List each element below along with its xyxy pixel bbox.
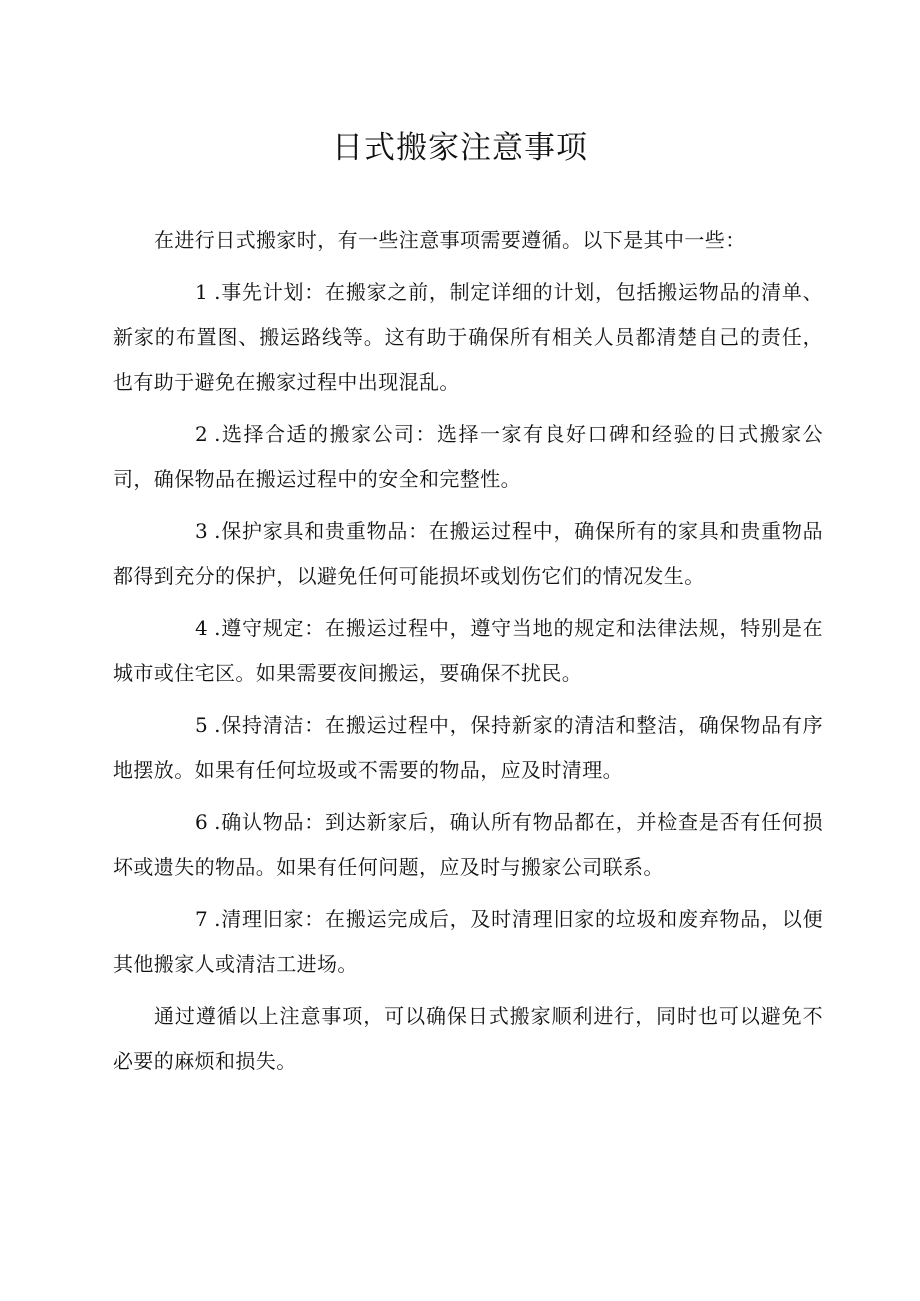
- item-text: .保持清洁：在搬运过程中，保持新家的清洁和整洁，确保物品有序地摆放。如果有任何垃圾或不需要的物品，应及时清理。: [113, 713, 823, 782]
- item-text: .遵守规定：在搬运过程中，遵守当地的规定和法律法规，特别是在城市或住宅区。如果需要夜间搬运，要确保不扰民。: [113, 616, 823, 685]
- item-number: 1: [195, 280, 209, 304]
- list-item: [113, 412, 823, 502]
- item-text: .事先计划：在搬家之前，制定详细的计划，包括搬运物品的清单、新家的布置图、搬运路线等。这有助于确保所有相关人员都清楚自己的责任，也有助于避免在搬家过程中出现混乱。: [113, 280, 823, 394]
- item-text: .选择合适的搬家公司：选择一家有良好口碑和经验的日式搬家公司，确保物品在搬运过程中的安全和完整性。: [113, 422, 823, 491]
- list-item: [113, 703, 823, 793]
- item-text: .保护家具和贵重物品：在搬运过程中，确保所有的家具和贵重物品都得到充分的保护，以避免任何可能损坏或划伤它们的情况发生。: [113, 519, 823, 588]
- item-number: 4: [195, 616, 209, 640]
- list-item: [113, 800, 823, 890]
- item-text: .确认物品：到达新家后，确认所有物品都在，并检查是否有任何损坏或遗失的物品。如果有任何问题，应及时与搬家公司联系。: [113, 810, 823, 879]
- item-number: 3: [195, 519, 209, 543]
- list-item: [113, 897, 823, 987]
- item-number: 6: [195, 810, 209, 834]
- item-number: 7: [195, 907, 209, 931]
- intro-paragraph: 在进行日式搬家时，有一些注意事项需要遵循。以下是其中一些：: [154, 228, 746, 252]
- list-item: [113, 270, 823, 405]
- document-title: 日式搬家注意事项: [332, 130, 588, 166]
- item-text: .清理旧家：在搬运完成后，及时清理旧家的垃圾和废弃物品，以便其他搬家人或清洁工进场。: [113, 907, 823, 976]
- conclusion-paragraph: 通过遵循以上注意事项，可以确保日式搬家顺利进行，同时也可以避免不必要的麻烦和损失。: [113, 1004, 823, 1073]
- item-number: 2: [195, 422, 209, 446]
- item-number: 5: [195, 713, 209, 737]
- list-item: [113, 606, 823, 696]
- list-item: [113, 509, 823, 599]
- document-body: [113, 218, 823, 1091]
